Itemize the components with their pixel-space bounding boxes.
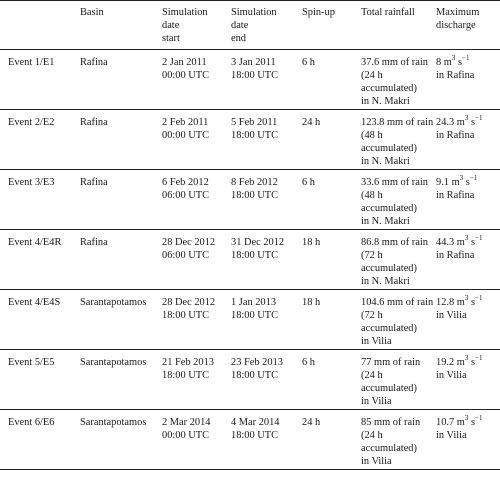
basin-cell: Rafina — [80, 177, 108, 188]
end-date-cell: 5 Feb 2011 18:00 UTC — [231, 117, 279, 141]
total-rainfall-cell: 85 mm of rain (24 h accumulated) in Vilia — [361, 417, 421, 467]
spin-up-cell: 24 h — [302, 417, 321, 428]
end-date-cell: 31 Dec 2012 18:00 UTC — [231, 237, 285, 261]
start-date-cell: 2 Jan 2011 00:00 UTC — [162, 57, 210, 81]
basin-cell: Rafina — [80, 117, 108, 128]
end-date-cell: 3 Jan 2011 18:00 UTC — [231, 57, 279, 81]
basin-cell: Rafina — [80, 237, 108, 248]
row-separator — [0, 289, 500, 290]
basin-cell: Rafina — [80, 57, 108, 68]
event-label: Event 4/E4R — [8, 237, 62, 248]
spin-up-cell: 6 h — [302, 57, 315, 68]
total-rainfall-cell: 77 mm of rain (24 h accumulated) in Vilia — [361, 357, 421, 407]
spin-up-cell: 18 h — [302, 237, 321, 248]
header-simulation-end: Simulation date end — [231, 7, 277, 44]
end-date-cell: 23 Feb 2013 18:00 UTC — [231, 357, 283, 381]
total-rainfall-cell: 86.8 mm of rain (72 h accumulated) in N. Makri — [361, 237, 428, 287]
start-date-cell: 28 Dec 2012 06:00 UTC — [162, 237, 216, 261]
event-label: Event 5/E5 — [8, 357, 55, 368]
end-date-cell: 8 Feb 2012 18:00 UTC — [231, 177, 279, 201]
total-rainfall-cell: 123.8 mm of rain (48 h accumulated) in N. Makri — [361, 117, 434, 167]
header-simulation-start: Simulation date start — [162, 7, 208, 44]
header-rule — [0, 49, 500, 50]
max-discharge-cell: 8 $m^3$ $s^{-1}$ in Rafina — [436, 53, 475, 81]
start-date-cell: 28 Dec 2012 18:00 UTC — [162, 297, 216, 321]
spin-up-cell: 24 h — [302, 117, 321, 128]
header-total-rainfall: Total rainfall — [361, 7, 415, 18]
start-date-cell: 6 Feb 2012 06:00 UTC — [162, 177, 210, 201]
max-discharge-cell: 24.3 $m^3$ $s^{-1}$ in Rafina — [436, 113, 483, 141]
spin-up-cell: 6 h — [302, 357, 315, 368]
basin-cell: Sarantapotamos — [80, 357, 147, 368]
basin-cell: Sarantapotamos — [80, 297, 147, 308]
table-bottom-rule — [0, 469, 500, 470]
row-separator — [0, 109, 500, 110]
start-date-cell: 21 Feb 2013 18:00 UTC — [162, 357, 214, 381]
total-rainfall-cell: 33.6 mm of rain (48 h accumulated) in N. Makri — [361, 177, 428, 227]
event-label: Event 2/E2 — [8, 117, 55, 128]
max-discharge-cell: 44.3 $m^3$ $s^{-1}$ in Rafina — [436, 233, 483, 261]
total-rainfall-cell: 104.6 mm of rain (72 h accumulated) in Vilia — [361, 297, 434, 347]
table-top-rule — [0, 0, 500, 1]
max-discharge-cell: 12.8 $m^3$ $s^{-1}$ in Vilia — [436, 293, 483, 321]
max-discharge-cell: 9.1 $m^3$ $s^{-1}$ in Rafina — [436, 173, 478, 201]
header-maximum-discharge: Maximum discharge — [436, 7, 480, 31]
row-separator — [0, 349, 500, 350]
row-separator — [0, 409, 500, 410]
spin-up-cell: 18 h — [302, 297, 321, 308]
max-discharge-cell: 19.2 $m^3$ $s^{-1}$ in Vilia — [436, 353, 483, 381]
event-label: Event 4/E4S — [8, 297, 61, 308]
start-date-cell: 2 Feb 2011 00:00 UTC — [162, 117, 210, 141]
event-label: Event 6/E6 — [8, 417, 55, 428]
header-spin-up: Spin-up — [302, 7, 335, 18]
row-separator — [0, 229, 500, 230]
row-separator — [0, 169, 500, 170]
max-discharge-cell: 10.7 $m^3$ $s^{-1}$ in Vilia — [436, 413, 483, 441]
event-label: Event 1/E1 — [8, 57, 55, 68]
header-basin: Basin — [80, 7, 104, 18]
end-date-cell: 1 Jan 2013 18:00 UTC — [231, 297, 279, 321]
total-rainfall-cell: 37.6 mm of rain (24 h accumulated) in N. Makri — [361, 57, 428, 107]
event-label: Event 3/E3 — [8, 177, 55, 188]
spin-up-cell: 6 h — [302, 177, 315, 188]
basin-cell: Sarantapotamos — [80, 417, 147, 428]
start-date-cell: 2 Mar 2014 00:00 UTC — [162, 417, 211, 441]
end-date-cell: 4 Mar 2014 18:00 UTC — [231, 417, 280, 441]
